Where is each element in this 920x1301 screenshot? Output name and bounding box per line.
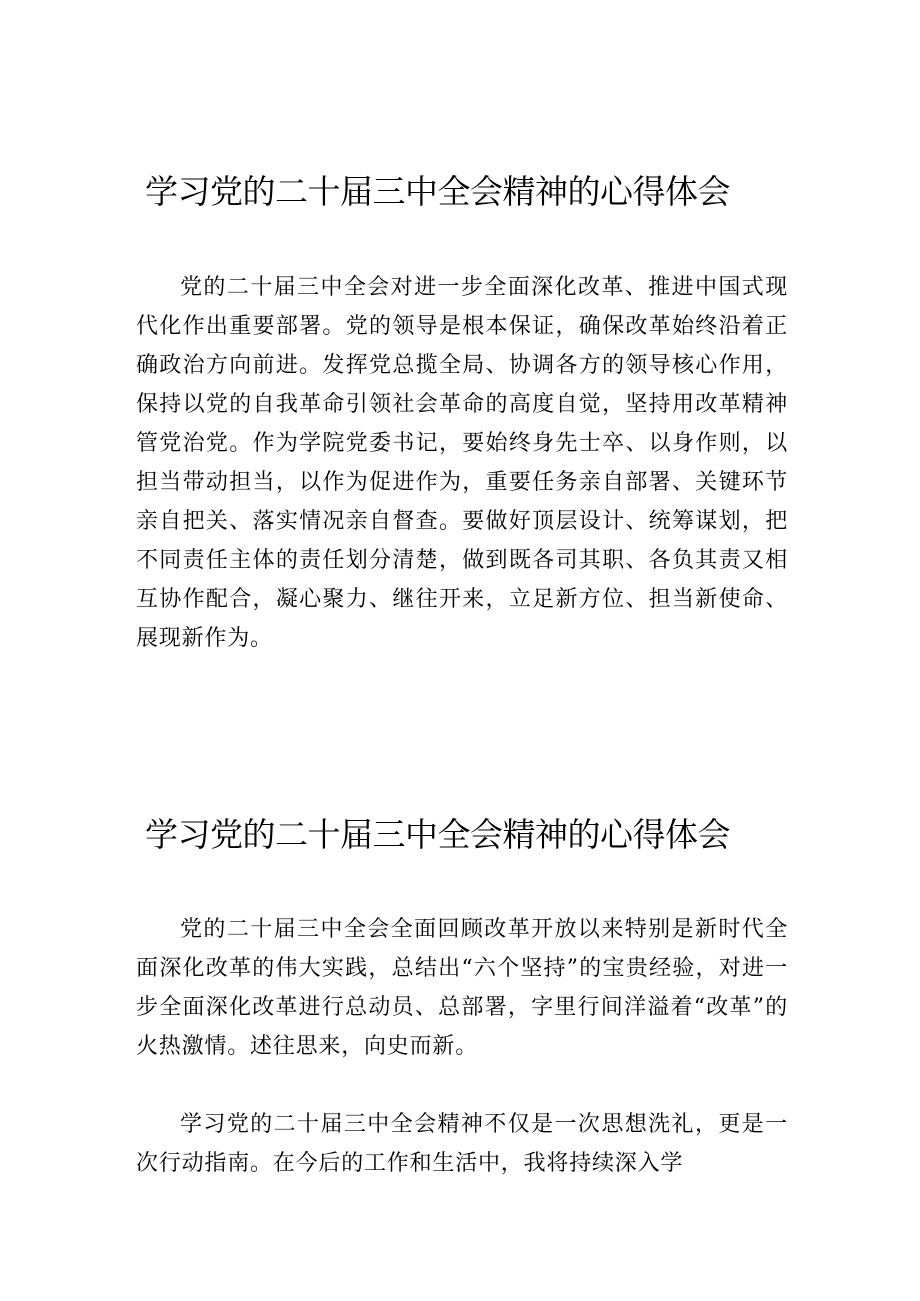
section-1-paragraph-1: 党的二十届三中全会对进一步全面深化改革、推进中国式现代化作出重要部署。党的领导是根本保证，确保改革始终沿着正确政治方向前进。发挥党总揽全局、协调各方的领导核心作用，保持以党的自我革命引领社会革命的高度自觉，坚持用改革精神管党治党。作为学院党委书记，要始终身先士卒、以身作则，以担当带动担当，以作为促进作为，重要任务亲自部署、关键环节亲自把关、落实情况亲自督查。要做好顶层设计、统筹谋划，把不同责任主体的责任划分清楚，做到既各司其职、各负其责又相互协作配合，凝心聚力、继往开来，立足新方位、担当新使命、展现新作为。: [136, 275, 788, 651]
section-title-1: 学习党的二十届三中全会精神的心得体会: [145, 172, 730, 211]
section-2-paragraph-1: 党的二十届三中全会全面回顾改革开放以来特别是新时代全面深化改革的伟大实践，总结出“六个坚持”的宝贵经验，对进一步全面深化改革进行总动员、总部署，字里行间洋溢着“改革”的火热激情。述往思来，向史而新。: [136, 917, 788, 1059]
section-2-paragraph-2: 学习党的二十届三中全会精神不仅是一次思想洗礼，更是一次行动指南。在今后的工作和生活中，我将持续深入学: [136, 1112, 788, 1176]
section-title-2: 学习党的二十届三中全会精神的心得体会: [145, 815, 730, 854]
